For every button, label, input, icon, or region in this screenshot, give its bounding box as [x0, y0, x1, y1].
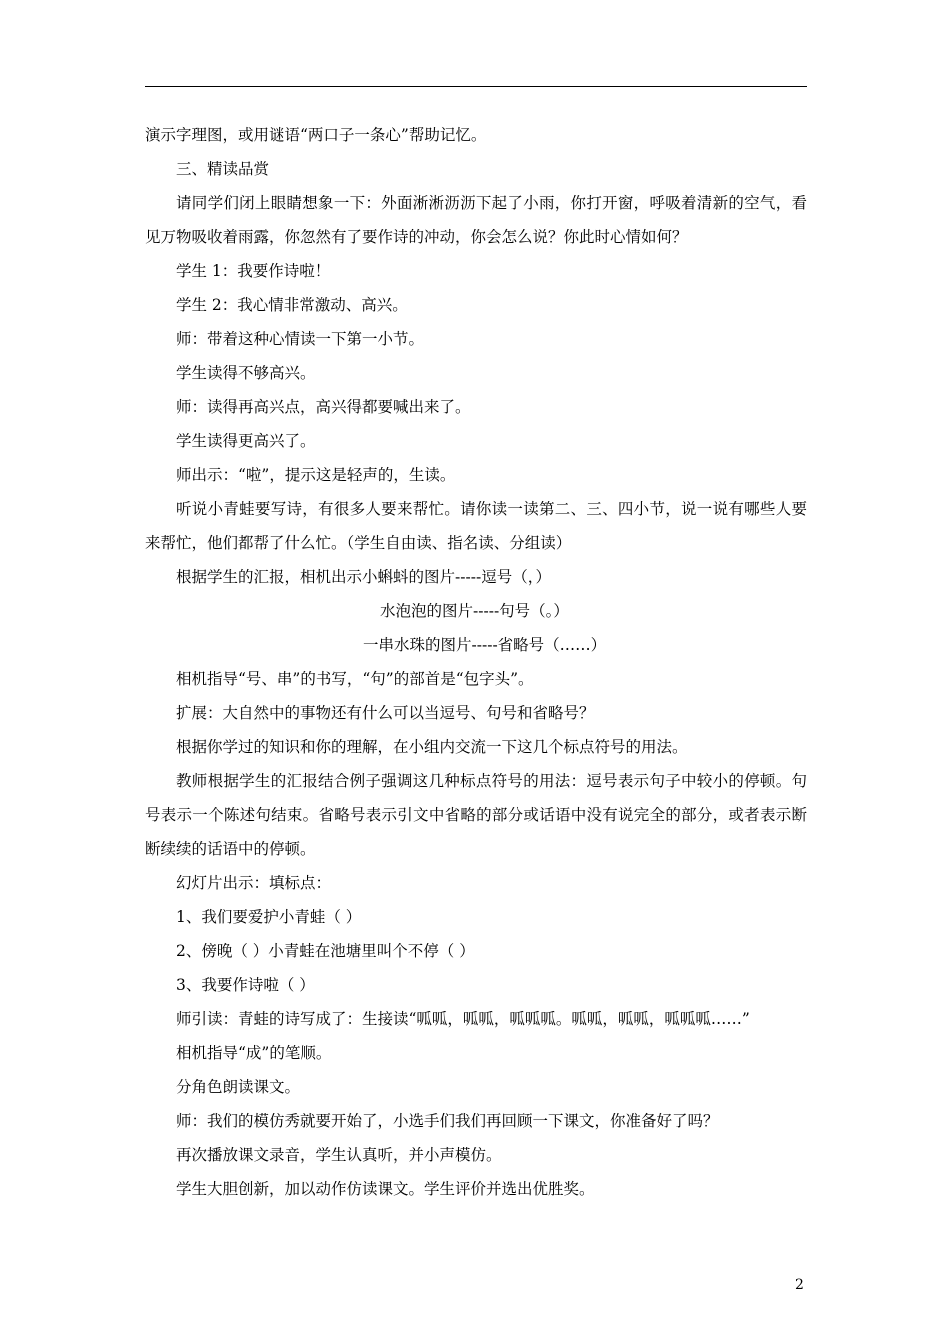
paragraph-teacher-happier: 师：读得再高兴点，高兴得都要喊出来了。 [176, 398, 471, 416]
paragraph-group-discuss: 根据你学过的知识和你的理解，在小组内交流一下这几个标点符号的用法。 [176, 738, 688, 756]
paragraph-imitation-show: 师：我们的模仿秀就要开始了，小选手们我们再回顾一下课文，你准备好了吗？ [176, 1112, 719, 1130]
paragraph-extension: 扩展：大自然中的事物还有什么可以当逗号、句号和省略号？ [176, 704, 595, 722]
exercise-item-1: 1、我们要爱护小青蛙（ ） [176, 908, 362, 926]
paragraph-happier: 学生读得更高兴了。 [176, 432, 316, 450]
paragraph-memory-tip: 演示字理图，或用谜语“两口子一条心”帮助记忆。 [145, 126, 487, 144]
paragraph-bubble-period: 水泡泡的图片-----句号（。） [380, 602, 569, 620]
paragraph-who-helps: 听说小青蛙要写诗，有很多人要来帮忙。请你读一读第二、三、四小节，说一说有哪些人要来帮忙，他们都帮了什么忙。（学生自由读、指名读、分组读） [145, 500, 807, 552]
paragraph-replay-audio: 再次播放课文录音，学生认真听，并小声模仿。 [176, 1146, 502, 1164]
paragraph-creative-reading: 学生大胆创新，加以动作仿读课文。学生评价并选出优胜奖。 [176, 1180, 595, 1198]
paragraph-guided-reading: 师引读：青蛙的诗写成了：生接读“呱呱，呱呱，呱呱呱。呱呱，呱呱，呱呱呱……” [176, 1010, 750, 1028]
page-number: 2 [795, 1277, 804, 1293]
exercise-item-3: 3、我要作诗啦（ ） [176, 976, 315, 994]
paragraph-student-1: 学生 1：我要作诗啦！ [176, 262, 331, 280]
paragraph-slide-fill: 幻灯片出示：填标点： [176, 874, 332, 892]
paragraph-tadpole-comma: 根据学生的汇报，相机出示小蝌蚪的图片-----逗号（，） [176, 568, 551, 586]
paragraph-role-reading: 分角色朗读课文。 [176, 1078, 301, 1096]
paragraph-student-2: 学生 2：我心情非常激动、高兴。 [176, 296, 408, 314]
paragraph-droplets-ellipsis: 一串水珠的图片-----省略号（……） [363, 636, 607, 654]
paragraph-not-happy-enough: 学生读得不够高兴。 [176, 364, 316, 382]
section-heading-close-reading: 三、精读品赏 [176, 160, 270, 178]
header-rule [145, 86, 807, 87]
exercise-item-2: 2、傍晚（ ）小青蛙在池塘里叫个不停（ ） [176, 942, 475, 960]
paragraph-punctuation-usage: 教师根据学生的汇报结合例子强调这几种标点符号的用法：逗号表示句子中较小的停顿。句号表示一个陈述句结束。省略号表示引文中省略的部分或话语中没有说完全的部分，或者表示断断续续的话语中的停顿。 [145, 772, 807, 858]
document-body [145, 118, 807, 1206]
paragraph-writing-guide: 相机指导“号、串”的书写，“句”的部首是“包字头”。 [176, 670, 534, 688]
paragraph-teacher-read-first: 师：带着这种心情读一下第一小节。 [176, 330, 425, 348]
paragraph-imagine: 请同学们闭上眼睛想象一下：外面淅淅沥沥下起了小雨，你打开窗，呼吸着清新的空气，看见万物吸收着雨露，你忽然有了要作诗的冲动，你会怎么说？你此时心情如何？ [145, 194, 807, 246]
paragraph-teacher-shows-la: 师出示：“啦”，提示这是轻声的，生读。 [176, 466, 456, 484]
paragraph-stroke-order: 相机指导“成”的笔顺。 [176, 1044, 332, 1062]
